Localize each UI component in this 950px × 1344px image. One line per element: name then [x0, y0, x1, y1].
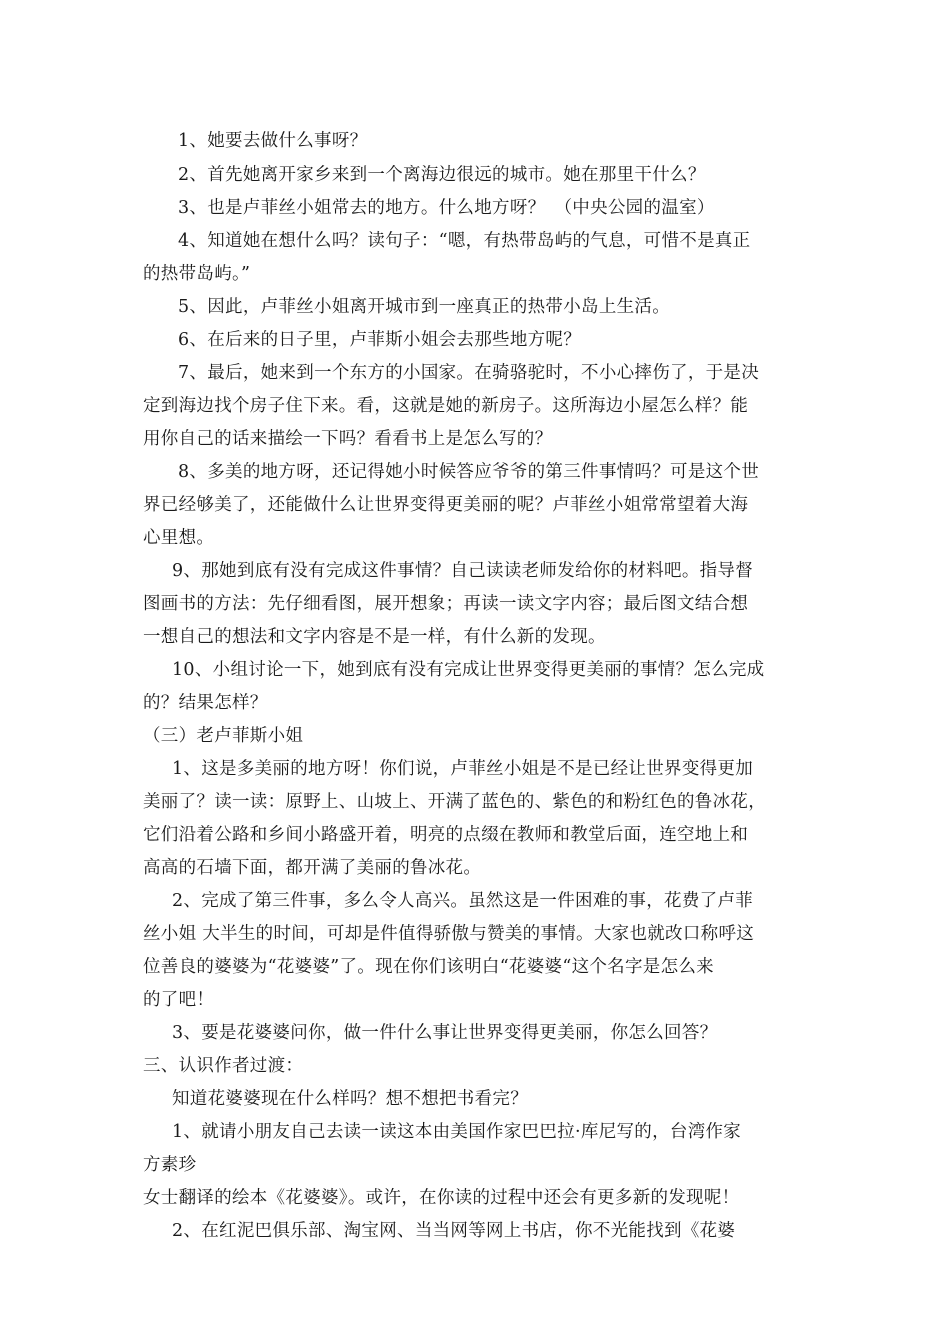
text-line: 2、在红泥巴俱乐部、淘宝网、当当网等网上书店，你不光能找到《花婆: [172, 1221, 736, 1241]
text-line: 10、小组讨论一下，她到底有没有完成让世界变得更美丽的事情？怎么完成: [172, 660, 765, 680]
text-line: 界已经够美了，还能做什么让世界变得更美丽的呢？卢菲丝小姐常常望着大海: [143, 495, 749, 515]
text-line: 7、最后，她来到一个东方的小国家。在骑骆驼时，不小心摔伤了，于是决: [178, 363, 760, 383]
text-line: 用你自己的话来描绘一下吗？看看书上是怎么写的？: [143, 429, 553, 449]
section-heading: 三、认识作者过渡：: [143, 1056, 304, 1076]
text-line: 它们沿着公路和乡间小路盛开着，明亮的点缀在教师和教堂后面，连空地上和: [143, 825, 749, 845]
section-heading: （三）老卢菲斯小姐: [143, 726, 304, 746]
text-line: 8、多美的地方呀，还记得她小时候答应爷爷的第三件事情吗？可是这个世: [178, 462, 760, 482]
text-line: 方素珍: [143, 1155, 197, 1175]
text-line: 4、知道她在想什么吗？读句子：“嗯，有热带岛屿的气息，可惜不是真正: [178, 231, 751, 251]
text-line: 5、因此，卢菲丝小姐离开城市到一座真正的热带小岛上生活。: [178, 297, 671, 317]
text-line: 心里想。: [143, 528, 215, 548]
text-line: 知道花婆婆现在什么样吗？想不想把书看完？: [172, 1089, 528, 1109]
text-line: 丝小姐 大半生的时间，可却是件值得骄傲与赞美的事情。大家也就改口称呼这: [143, 924, 755, 944]
text-line: 2、首先她离开家乡来到一个离海边很远的城市。她在那里干什么？: [178, 165, 706, 185]
text-line: 高高的石墙下面，都开满了美丽的鲁冰花。: [143, 858, 482, 878]
text-line: 位善良的婆婆为“花婆婆”了。现在你们该明白“花婆婆“这个名字是怎么来: [143, 957, 714, 977]
text-line: 3、也是卢菲丝小姐常去的地方。什么地方呀？ （中央公园的温室）: [178, 198, 715, 218]
text-line: 图画书的方法：先仔细看图，展开想象；再读一读文字内容；最后图文结合想: [143, 594, 749, 614]
text-line: 定到海边找个房子住下来。看，这就是她的新房子。这所海边小屋怎么样？能: [143, 396, 749, 416]
text-line: 1、这是多美丽的地方呀！你们说，卢菲丝小姐是不是已经让世界变得更加: [172, 759, 754, 779]
text-line: 6、在后来的日子里，卢菲斯小姐会去那些地方呢？: [178, 330, 582, 350]
text-line: 1、她要去做什么事呀？: [178, 131, 368, 151]
text-line: 的了吧！: [143, 990, 215, 1010]
text-line: 的热带岛屿。”: [143, 264, 251, 284]
text-line: 3、要是花婆婆问你，做一件什么事让世界变得更美丽，你怎么回答？: [172, 1023, 718, 1043]
text-line: 美丽了？读一读：原野上、山坡上、开满了蓝色的、紫色的和粉红色的鲁冰花，: [143, 792, 766, 812]
text-line: 1、就请小朋友自己去读一读这本由美国作家巴巴拉·库尼写的，台湾作家: [172, 1122, 742, 1142]
text-line: 的？结果怎样？: [143, 693, 268, 713]
text-line: 女士翻译的绘本《花婆婆》。或许，在你读的过程中还会有更多新的发现呢！: [143, 1188, 740, 1208]
text-line: 2、完成了第三件事，多么令人高兴。虽然这是一件困难的事，花费了卢菲: [172, 891, 754, 911]
text-line: 一想自己的想法和文字内容是不是一样，有什么新的发现。: [143, 627, 606, 647]
text-line: 9、那她到底有没有完成这件事情？自己读读老师发给你的材料吧。指导督: [172, 561, 754, 581]
